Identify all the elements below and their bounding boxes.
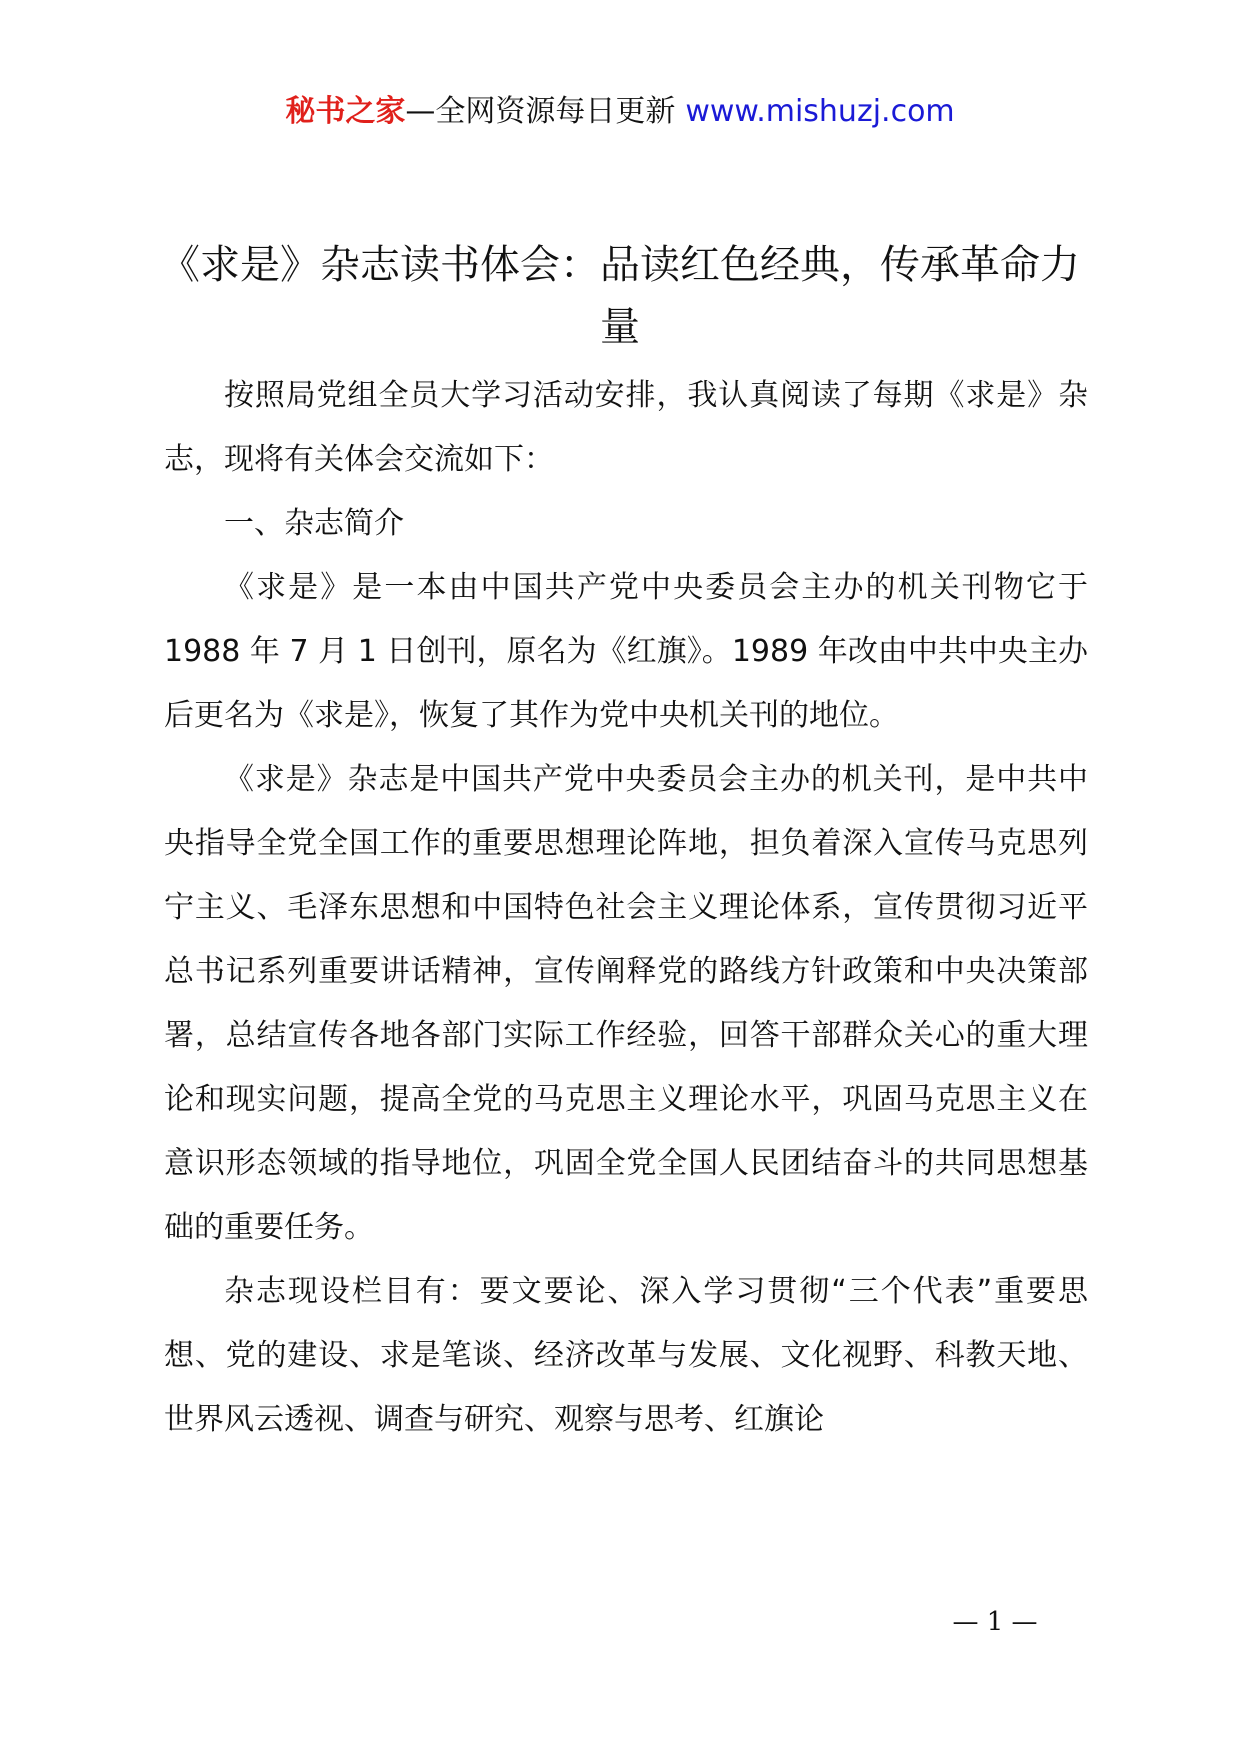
page-number: — 1 — [952,1607,1038,1637]
intro-paragraph: 按照局党组全员大学习活动安排，我认真阅读了每期《求是》杂志，现将有关体会交流如下： [164,378,1088,477]
document-title: 《求是》杂志读书体会：品读红色经典，传承革命力量 [160,242,1080,350]
body-paragraph: 杂志现设栏目有：要文要论、深入学习贯彻“三个代表”重要思想、党的建设、求是笔谈、经济改革与发展、文化视野、科教天地、世界风云透视、调查与研究、观察与思考、红旗论 [164,1274,1088,1437]
site-header [0,92,1240,132]
document-body [164,364,1088,1452]
section-heading: 一、杂志简介 [224,506,404,541]
body-paragraph: 《求是》是一本由中国共产党中央委员会主办的机关刊物它于 1988 年 7 月 1 日创刊，原名为《红旗》。1989 年改由中共中央主办后更名为《求是》，恢复了其作为党中央机关刊的地位。 [164,570,1088,733]
body-paragraph: 《求是》杂志是中国共产党中央委员会主办的机关刊，是中共中央指导全党全国工作的重要思想理论阵地，担负着深入宣传马克思列宁主义、毛泽东思想和中国特色社会主义理论体系，宣传贯彻习近平总书记系列重要讲话精神，宣传阐释党的路线方针政策和中央决策部署，总结宣传各地各部门实际工作经验，回答干部群众关心的重大理论和现实问题，提高全党的马克思主义理论水平，巩固马克思主义在意识形态领域的指导地位，巩固全党全国人民团结奋斗的共同思想基础的重要任务。 [164,762,1088,1245]
brand-name: 秘书之家 [285,94,406,129]
site-url-link[interactable]: www.mishuzj.com [685,94,955,129]
header-tagline: —全网资源每日更新 [405,94,676,129]
